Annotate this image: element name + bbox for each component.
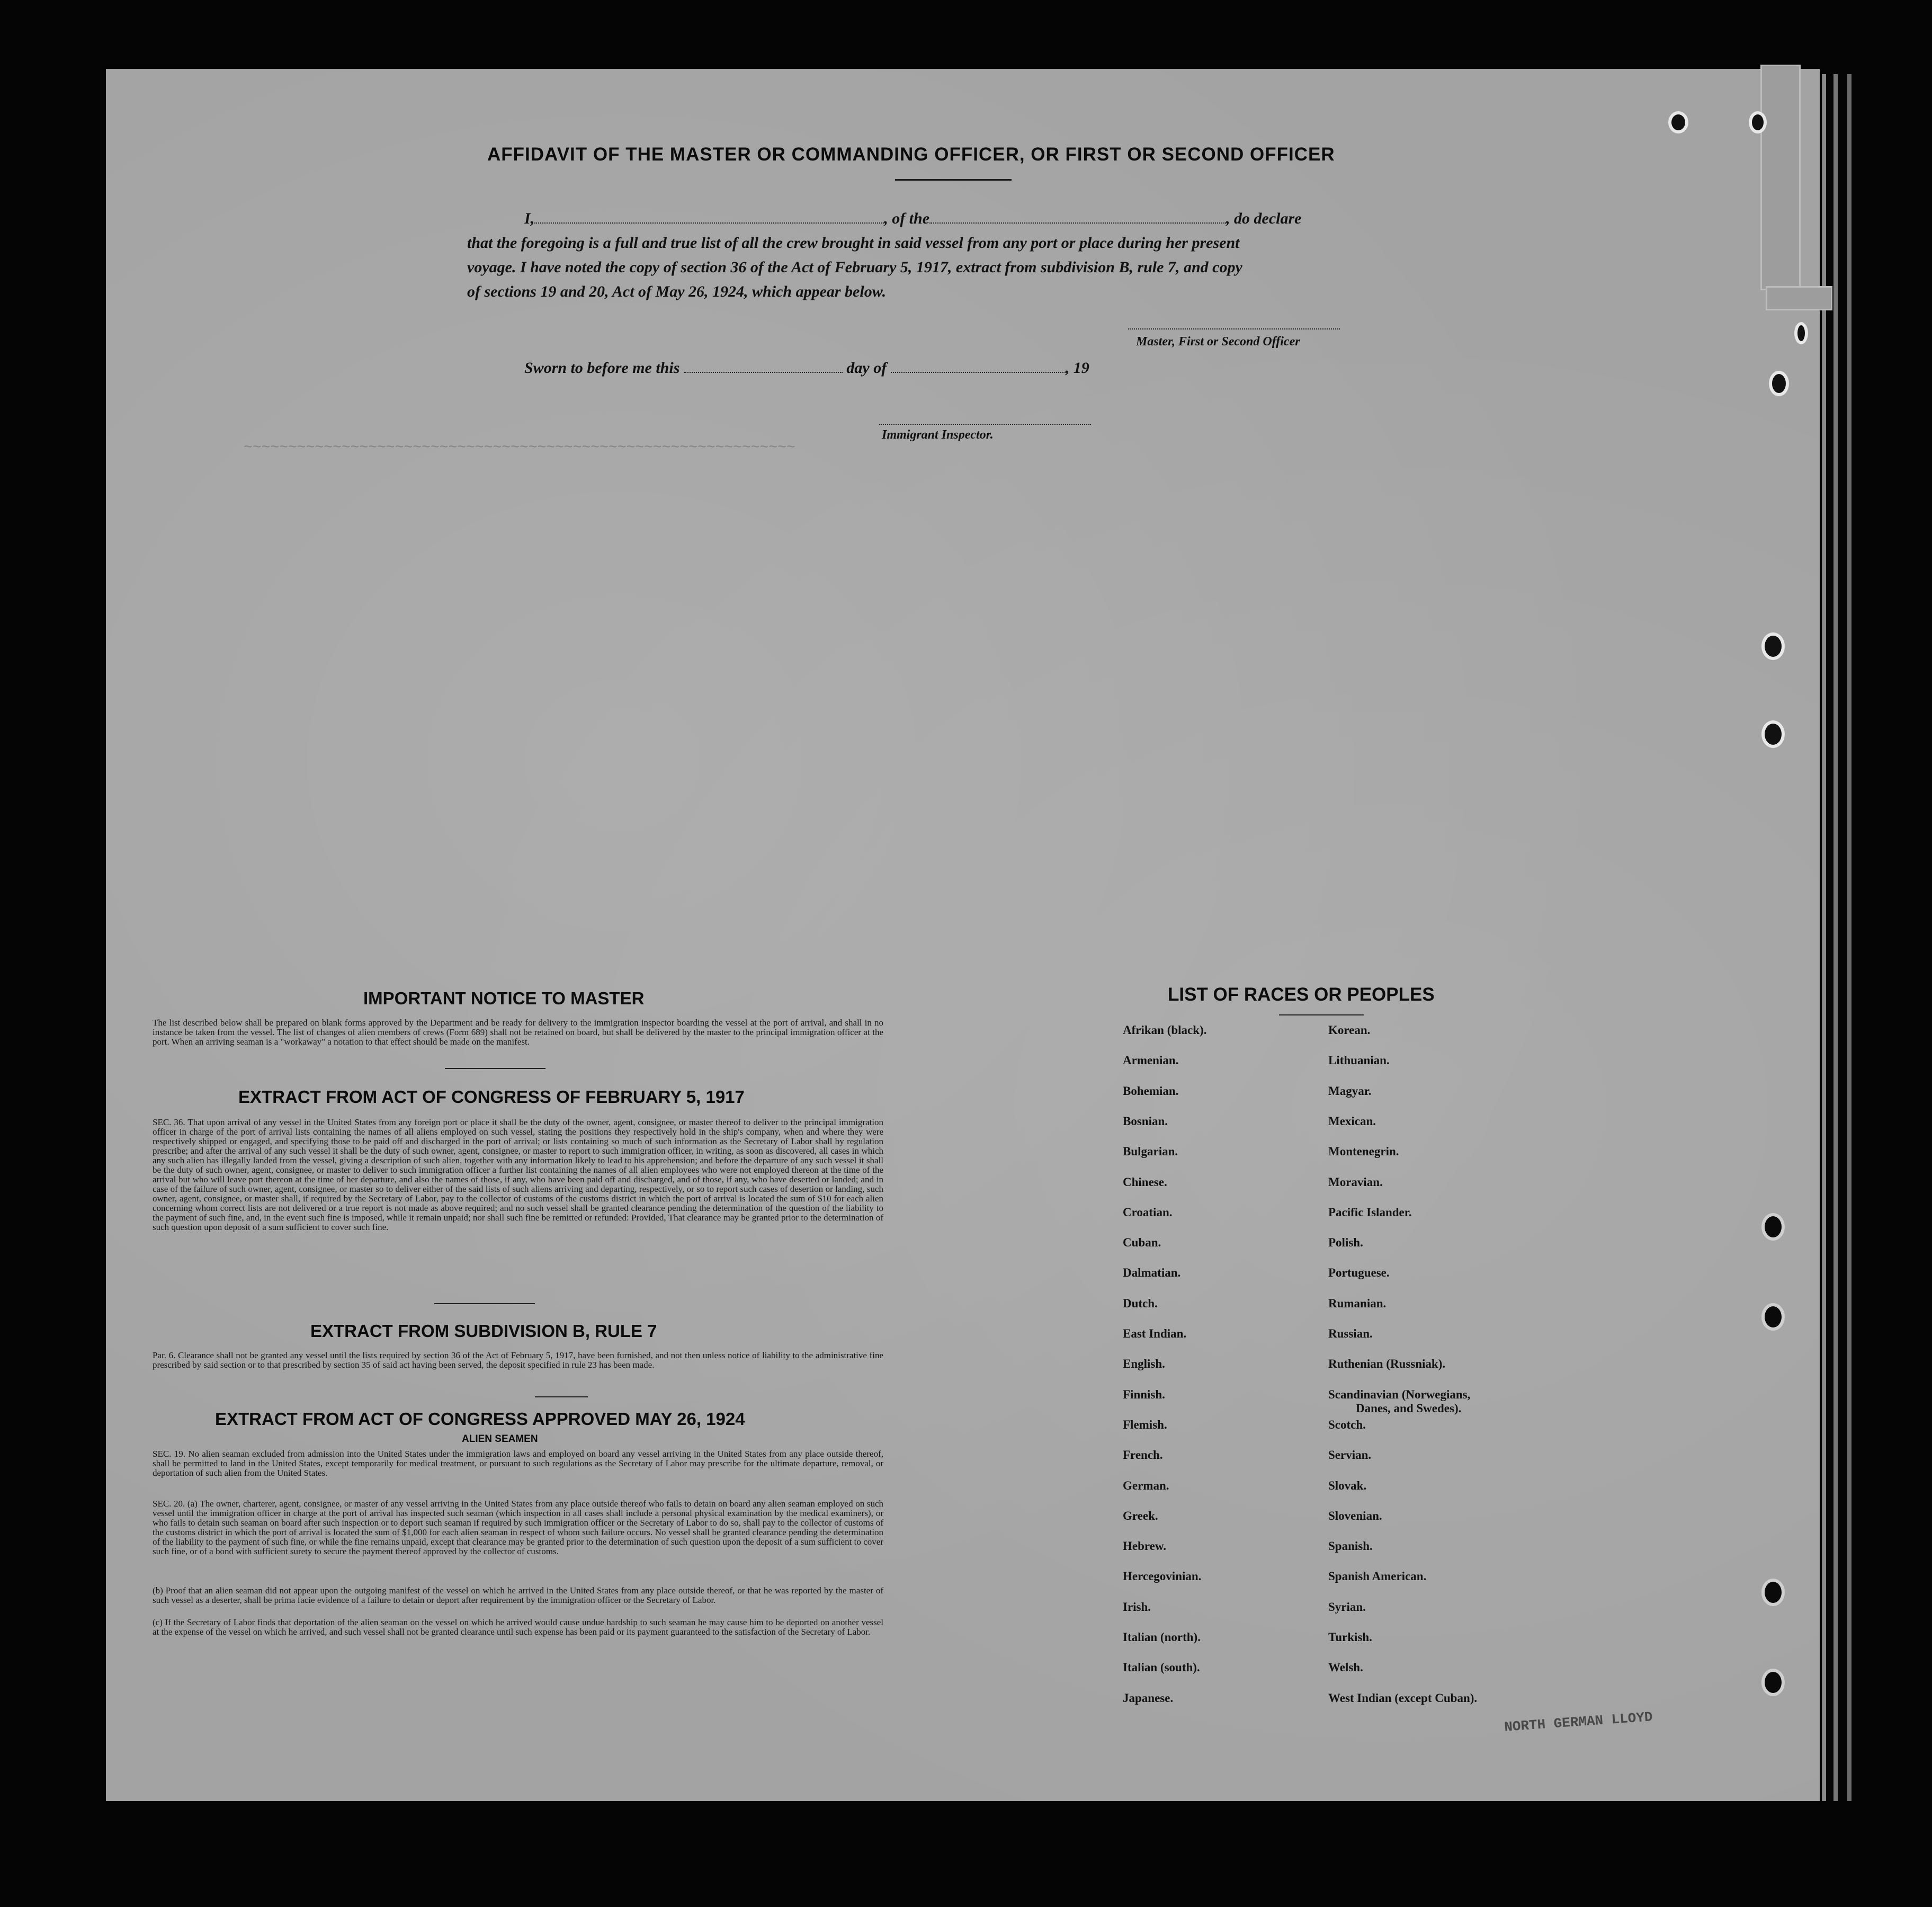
declaration-line-1 [467,210,1420,228]
race-item: Finnish. [1123,1387,1165,1401]
bleed-through-text: ~~~~~~~~~~~~~~~~~~~~~~~~~~~~~~~~~~~~~~~~~~~~~~~~~~~~~~~~~~~~~~ [244,440,795,456]
declaration-line-3: voyage. I have noted the copy of section 36 of the Act of February 5, 1917, extract from subdivision B, rule 7, and copy [467,259,1242,276]
race-item: Afrikan (black). [1123,1023,1207,1037]
year-prefix: , 19 [1065,359,1089,377]
race-item: German. [1123,1478,1169,1492]
extract-1917-body: SEC. 36. That upon arrival of any vessel in the United States from any foreign port or place it shall be the duty of the owner, agent, consignee, or master thereof to deliver to the principal immigration officer in charge of the port of arrival lists containing the names of all aliens employed on such vessel, stating the positions they respectively hold in the ship's company, when and where they were respectively shipped or engaged, and specifying those to be paid off and discharged in the port of arrival; or lists containing so much of such information as the Secretary of Labor shall by regulation prescribe; and after the arrival of any such vessel it shall be the duty of such owner, agent, consignee, or master to report to such immigration officer, in writing, as soon as discovered, all cases in which any such alien has illegally landed from the vessel, giving a description of such alien, together with any information likely to lead to his apprehension; and before the departure of any such vessel it shall be the duty of such owner, agent, consignee, or master to deliver to such immigration officer a further list containing the names of all alien employees who were not employed thereon at the time of the arrival but who will leave port thereon at the time of her departure, and also the names of those, if any, who have been paid off and discharged, and of those, if any, who have deserted or landed; and in case of the failure of such owner, agent, consignee, or master so to deliver either of the said lists of such aliens arriving and departing, respectively, or so to report such cases of desertion or landing, such owner, agent, consignee, or master shall, if required by the Secretary of Labor, pay to the collector of customs of the customs district in which the port of arrival is located the sum of $10 for each alien concerning whom correct lists are not delivered or a true report is not made as above required; and no such vessel shall be granted clearance pending the determination of the question of the liability to the payment of such fine, and, in the event such fine is imposed, while it remain unpaid; nor shall such fine be remitted or refunded: Provided, That clearance may be granted prior to the determination of such question upon deposit of a sum sufficient to cover such fine. [153,1117,883,1232]
divider [445,1068,545,1069]
race-item: Welsh. [1328,1661,1363,1674]
race-item: Moravian. [1328,1175,1383,1189]
race-item: Pacific Islander. [1328,1205,1412,1219]
race-item: Cuban. [1123,1236,1161,1250]
race-item: Turkish. [1328,1630,1372,1644]
extract-1917-title: EXTRACT FROM ACT OF CONGRESS OF FEBRUARY 5, 1917 [238,1087,745,1107]
race-item: Servian. [1328,1448,1372,1462]
of-the-text: , of the [884,210,930,227]
vessel-name-field[interactable] [929,222,1226,224]
race-item: Danes, and Swedes). [1356,1401,1462,1415]
race-item: Japanese. [1123,1691,1174,1705]
race-item: Russian. [1328,1327,1373,1340]
race-item: Montenegrin. [1328,1145,1399,1159]
race-item: Italian (north). [1123,1630,1201,1644]
race-item: Mexican. [1328,1114,1376,1128]
race-item: French. [1123,1448,1163,1462]
race-item: Korean. [1328,1023,1371,1037]
race-item: Flemish. [1123,1418,1167,1431]
race-item: West Indian (except Cuban). [1328,1691,1478,1705]
day-of-text: day of [846,359,887,377]
race-item: Portuguese. [1328,1266,1390,1280]
alien-seamen-subtitle: ALIEN SEAMEN [462,1433,538,1445]
divider [895,179,1012,181]
declaration-line-2: that the foregoing is a full and true list of all the crew brought in said vessel from any port or place during her present [467,234,1240,252]
race-item: Bosnian. [1123,1114,1168,1128]
race-item: Scandinavian (Norwegians, [1328,1387,1471,1401]
race-item: Bulgarian. [1123,1145,1178,1159]
race-item: Dutch. [1123,1296,1158,1310]
sworn-day-field[interactable] [684,372,843,373]
race-item: Rumanian. [1328,1296,1387,1310]
affidavit-title: AFFIDAVIT OF THE MASTER OR COMMANDING OFFICER, OR FIRST OR SECOND OFFICER [487,144,1335,165]
race-item: Dalmatian. [1123,1266,1181,1280]
declaration-line-4: of sections 19 and 20, Act of May 26, 1924, which appear below. [467,283,887,300]
race-item: Hercegovinian. [1123,1570,1202,1583]
race-item: Hebrew. [1123,1539,1166,1553]
sworn-month-field[interactable] [891,372,1066,373]
master-label: Master, First or Second Officer [1136,335,1300,349]
race-item: Lithuanian. [1328,1054,1390,1067]
race-item: Ruthenian (Russniak). [1328,1357,1446,1371]
divider [434,1303,535,1304]
extract-1924-title: EXTRACT FROM ACT OF CONGRESS APPROVED MAY 26, 1924 [215,1409,745,1429]
race-item: Syrian. [1328,1600,1366,1614]
sworn-line [467,359,1420,377]
race-item: Scotch. [1328,1418,1366,1431]
inspector-signature-field[interactable] [879,424,1091,425]
race-item: Italian (south). [1123,1661,1200,1674]
sec-20c-text: (c) If the Secretary of Labor finds that deportation of the alien seaman on the vessel on which he arrived would cause undue hardship to such seaman he may cause him to be deported on another vessel at the expense of the vessel on which he arrived, and such vessel shall not be granted clearance until such expense has been paid or its payment guaranteed to the satisfaction of the Secretary of Labor. [153,1617,883,1637]
race-item: Slovenian. [1328,1509,1382,1522]
race-item: Polish. [1328,1236,1363,1250]
sec-20a-text: SEC. 20. (a) The owner, charterer, agent, consignee, or master of any vessel arriving in the United States from any place outside thereof who fails to detain on board any alien seaman employed on such vessel until the immigration officer in charge at the port of arrival has inspected such seaman (which inspection in all cases shall include a personal physical examination by the medical examiners), or who fails to detain such seaman on board after such inspection or to deport such seaman if required by such immigration officer or the Secretary of Labor to do so, shall pay to the collector of customs of the customs district in which the port of arrival is located the sum of $1,000 for each alien seaman in respect of whom such failure occurs. No vessel shall be granted clearance pending the determination of the liability to the payment of such fine, or while the fine remains unpaid, except that clearance may be granted prior to the determination of such question upon the deposit of a sum sufficient to cover such fine, or of a bond with sufficient surety to secure the payment thereof approved by the collector of customs. [153,1499,883,1556]
race-item: Irish. [1123,1600,1151,1614]
race-item: Spanish. [1328,1539,1373,1553]
declarant-prefix: I, [524,210,535,227]
declarant-name-field[interactable] [534,222,884,224]
notice-body: The list described below shall be prepared on blank forms approved by the Department and be ready for delivery to the immigration inspector boarding the vessel at the port of arrival, and shall in no instance be taken from the vessel. The list of changes of alien members of crews (Form 689) shall not be retained on board, but shall be delivered by the master to the principal immigration officer at the port. When an arriving seaman is a "workaway" a notation to that effect should be made on the manifest. [153,1018,883,1047]
sworn-text: Sworn to before me this [524,359,680,377]
do-declare-text: , do declare [1226,210,1302,227]
race-item: Spanish American. [1328,1570,1427,1583]
race-item: Magyar. [1328,1084,1372,1098]
subdivision-b-body: Par. 6. Clearance shall not be granted any vessel until the lists required by section 36 of the Act of February 5, 1917, have been furnished, and not then unless notice of liability to the administrative fine prescribed by said section or to that prescribed by section 35 of said act having been served, the deposit specified in rule 23 has been made. [153,1350,883,1370]
race-item: English. [1123,1357,1165,1371]
race-item: Greek. [1123,1509,1158,1522]
subdivision-b-title: EXTRACT FROM SUBDIVISION B, RULE 7 [310,1321,657,1341]
company-stamp: NORTH GERMAN LLOYD [1504,1709,1653,1735]
divider [1279,1014,1364,1015]
divider [535,1396,588,1397]
master-signature-field[interactable] [1128,328,1340,329]
races-title: LIST OF RACES OR PEOPLES [1168,984,1435,1005]
sec-19-text: SEC. 19. No alien seaman excluded from admission into the United States under the immigration laws and employed on board any vessel arriving in the United States from any place outside thereof, shall be permitted to land in the United States, except temporarily for medical treatment, or pursuant to such regulations as the Secretary of Labor may prescribe for the ultimate departure, removal, or deportation of such alien from the United States. [153,1449,883,1478]
race-item: Slovak. [1328,1478,1367,1492]
race-item: Armenian. [1123,1054,1179,1067]
race-item: Croatian. [1123,1205,1173,1219]
notice-title: IMPORTANT NOTICE TO MASTER [363,988,645,1008]
race-item: East Indian. [1123,1327,1187,1340]
race-item: Bohemian. [1123,1084,1179,1098]
inspector-label: Immigrant Inspector. [882,428,994,442]
sec-20b-text: (b) Proof that an alien seaman did not appear upon the outgoing manifest of the vessel on which he arrived in the United States from any place outside thereof, or that he was reported by the master of such vessel as a deserter, shall be prima facie evidence of a failure to detain or deport after requirement by the immigration officer or the Secretary of Labor. [153,1585,883,1605]
race-item: Chinese. [1123,1175,1167,1189]
